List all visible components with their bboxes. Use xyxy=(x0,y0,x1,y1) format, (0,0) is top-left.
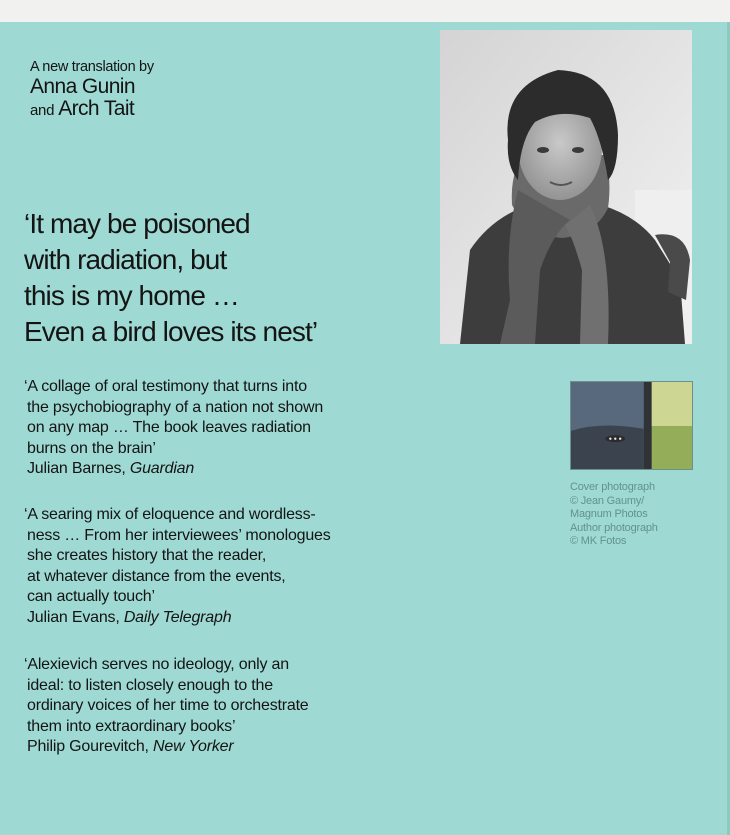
author-photograph xyxy=(440,30,692,344)
review-line: at whatever distance from the events, xyxy=(27,567,286,585)
pull-quote-line: Even a bird loves its nest’ xyxy=(24,316,318,347)
review-quote-barnes xyxy=(24,377,444,480)
review-line: ‘Alexievich serves no ideology, only an xyxy=(24,656,289,673)
translator-name-2: Arch Tait xyxy=(58,97,135,120)
translation-credit xyxy=(30,58,154,122)
photo-credit-line: © Jean Gaumy/ xyxy=(570,494,644,507)
cover-photo-illustration xyxy=(571,382,692,469)
review-line: can actually touch’ xyxy=(27,588,155,605)
translator-line-2 xyxy=(30,98,154,122)
author-portrait-illustration xyxy=(440,30,692,344)
translation-intro: A new translation by xyxy=(30,59,154,75)
review-attribution xyxy=(24,608,444,629)
review-quote-gourevitch xyxy=(24,655,444,758)
translator-name-1: Anna Gunin xyxy=(30,75,135,98)
review-quote-evans xyxy=(24,505,444,628)
pull-quote-line: ‘It may be poisoned xyxy=(24,208,250,239)
review-line: burns on the brain’ xyxy=(27,439,156,457)
photo-credit-line: Author photograph xyxy=(570,521,658,534)
review-line: the psychobiography of a nation not shown xyxy=(27,398,324,416)
review-line: she creates history that the reader, xyxy=(27,547,267,564)
review-attribution xyxy=(24,737,444,758)
photo-credit-line: © MK Fotos xyxy=(570,535,627,547)
review-publication: Guardian xyxy=(129,460,195,477)
review-line: ordinary voices of her time to orchestrate xyxy=(27,697,309,714)
cover-photograph-thumbnail xyxy=(570,381,693,470)
translator-conjunction: and xyxy=(30,102,55,119)
pull-quote xyxy=(24,206,434,350)
review-line: on any map … The book leaves radiation xyxy=(27,419,311,436)
review-line: them into extraordinary books’ xyxy=(27,717,236,735)
pull-quote-line: this is my home … xyxy=(24,280,239,311)
reviewer-name: Julian Evans, xyxy=(27,608,124,626)
review-line: ‘A searing mix of eloquence and wordless- xyxy=(24,506,316,523)
photo-credit-line: Magnum Photos xyxy=(570,508,648,520)
reviewer-name: Philip Gourevitch, xyxy=(27,738,154,755)
photo-credit-line: Cover photograph xyxy=(570,481,655,493)
pull-quote-line: with radiation, but xyxy=(24,244,227,275)
review-line: ‘A collage of oral testimony that turns into xyxy=(24,378,307,395)
review-line: ness … From her interviewees’ monologues xyxy=(27,526,331,544)
photo-credits xyxy=(570,481,658,549)
review-publication: Daily Telegraph xyxy=(123,608,232,626)
review-line: ideal: to listen closely enough to the xyxy=(27,676,273,694)
reviewer-name: Julian Barnes, xyxy=(27,460,130,477)
review-attribution xyxy=(24,459,444,480)
review-publication: New Yorker xyxy=(153,738,234,755)
